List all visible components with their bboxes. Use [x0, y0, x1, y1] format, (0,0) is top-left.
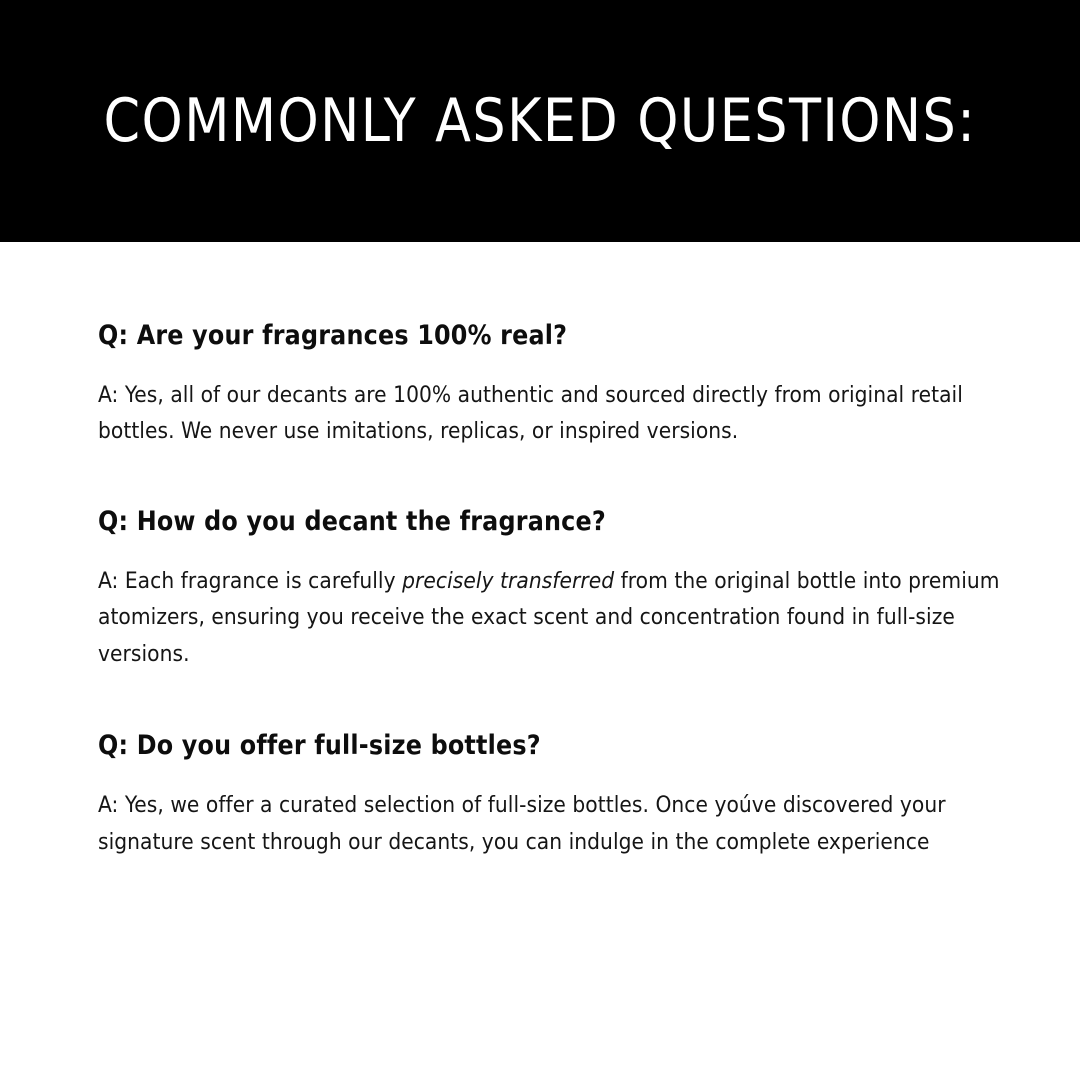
page-title: COMMONLY ASKED QUESTIONS: — [103, 86, 977, 156]
faq-item — [98, 506, 1006, 672]
faq-answer-text-pre: A: Each fragrance is carefully — [98, 567, 403, 594]
faq-answer-text: A: Yes, all of our decants are 100% authentic and sourced directly from original retail bottles. We never use imitations, replicas, or inspired versions. — [98, 382, 963, 445]
faq-item — [98, 730, 1006, 860]
faq-answer-text: A: Yes, we offer a curated selection of full-size bottles. Once yoúve discovered your signature scent through our decants, you can indulge in the complete experience — [98, 792, 946, 855]
faq-answer — [98, 563, 1006, 672]
faq-question: Q: Are your fragrances 100% real? — [98, 320, 568, 351]
header-band — [0, 0, 1080, 242]
faq-answer-emphasis: precisely transferred — [402, 567, 615, 594]
faq-answer-text-post: from the original bottle into premium atomizers, ensuring you receive the exact scent and concentration found in full-size versions. — [98, 567, 1000, 667]
faq-list — [0, 242, 1080, 860]
faq-question: Q: How do you decant the fragrance? — [98, 505, 606, 537]
faq-question: Q: Do you offer full-size bottles? — [98, 730, 541, 762]
faq-item — [98, 320, 1006, 450]
faq-answer — [98, 787, 1006, 860]
faq-answer — [98, 377, 1006, 450]
